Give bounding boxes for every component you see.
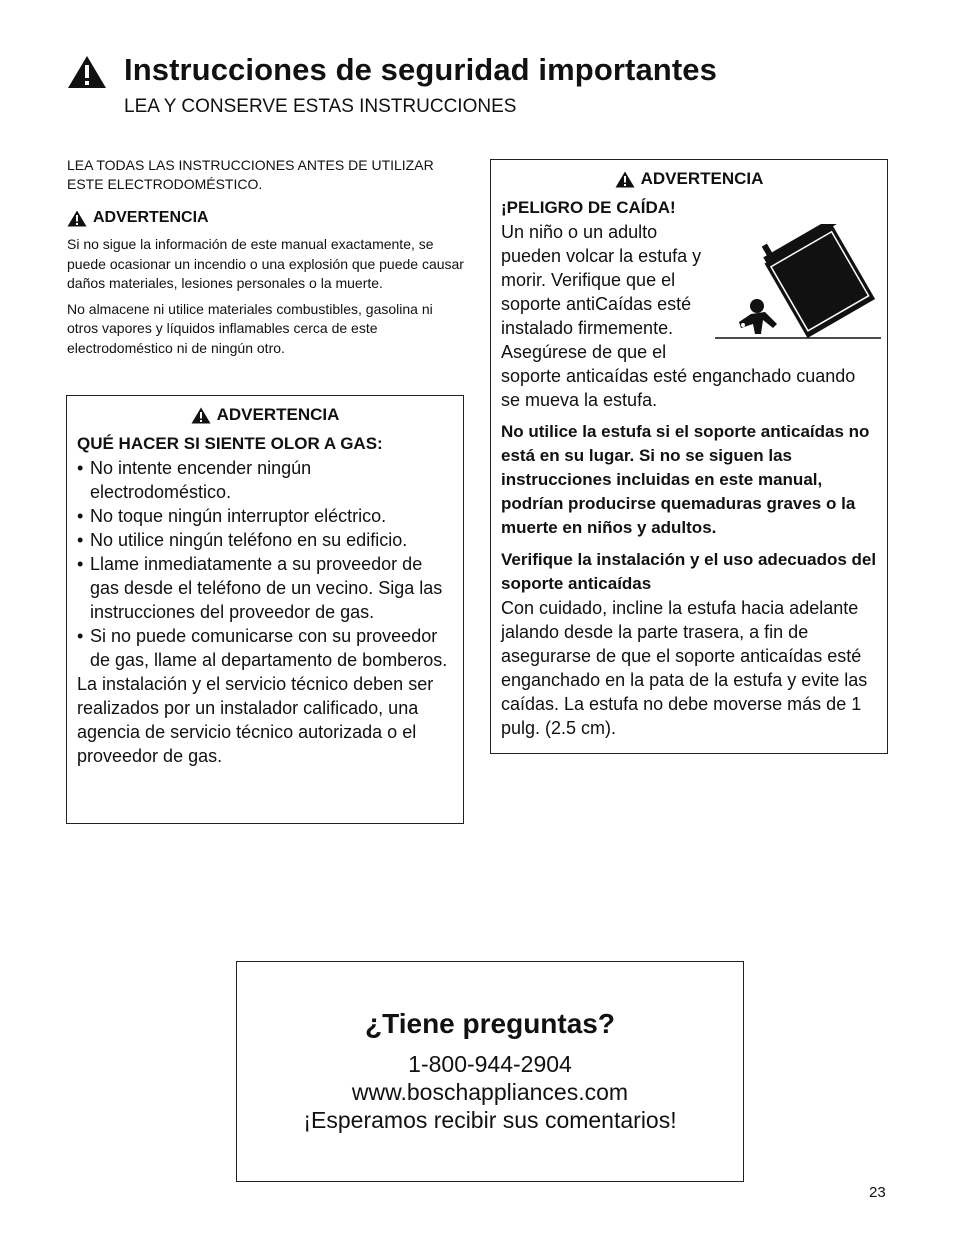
warning-heading — [67, 209, 467, 227]
gas-closing-text: La instalación y el servicio técnico deben ser realizados por un instalador calificado, una agencia de servicio técnico autorizada o el proveedor de gas. — [77, 674, 434, 766]
warning-label: ADVERTENCIA — [216, 405, 340, 424]
intro-text: LEA TODAS LAS INSTRUCCIONES ANTES DE UTILIZAR ESTE ELECTRODOMÉSTICO. — [67, 157, 434, 192]
warning-label: ADVERTENCIA — [640, 169, 764, 188]
page-number: 23 — [869, 1184, 886, 1201]
questions-box — [236, 961, 744, 1182]
warning-triangle-icon — [67, 55, 107, 89]
fall-check-heading: Verifique la instalación y el uso adecuados del soporte anticaídas — [501, 550, 877, 593]
gas-heading: QUÉ HACER SI SIENTE OLOR A GAS: — [77, 434, 383, 453]
box-warning-title — [77, 404, 453, 426]
phone-number: 1-800-944-2904 — [408, 1051, 572, 1077]
box-warning-title — [501, 168, 877, 190]
questions-closing: ¡Esperamos recibir sus comentarios! — [303, 1107, 677, 1133]
warning-paragraph: Si no sigue la información de este manual exactamente, se puede ocasionar un incendio o una explosión que puede causar daños materiales, lesiones personales o la muerte. — [67, 236, 464, 291]
gas-bullet-list — [77, 456, 453, 672]
warning-triangle-icon — [191, 407, 211, 424]
list-item: • No intente encender ningún electrodoméstico. — [77, 456, 453, 504]
warning-label: ADVERTENCIA — [93, 209, 209, 226]
general-warning — [67, 209, 467, 358]
fall-check-paragraph: Con cuidado, incline la estufa hacia adelante jalando desde la parte trasera, a fin de asegurarse de que el soporte anticaídas esté enganchado en la pata de la estufa y evite las caídas. La estufa no debe moverse más de 1 pulg. (2.5 cm). — [501, 598, 868, 738]
gas-warning-box — [66, 395, 464, 824]
tip-over-warning-box — [490, 159, 888, 754]
fall-bold-paragraph: No utilice la estufa si el soporte anticaídas no está en su lugar. Si no se siguen las instrucciones incluidas en este manual, podrían producirse quemaduras graves o la muerte en niños y adultos. — [501, 422, 870, 537]
page-subtitle: LEA Y CONSERVE ESTAS INSTRUCCIONES — [124, 96, 517, 117]
tip-over-illustration — [715, 224, 883, 344]
warning-triangle-icon — [615, 171, 635, 188]
questions-title: ¿Tiene preguntas? — [365, 1008, 615, 1039]
fall-heading: ¡PELIGRO DE CAÍDA! — [501, 198, 676, 217]
fall-paragraph: Un niño o un adulto pueden volcar la estufa y morir. Verifique que el soporte antiCaídas esté instalado firmemente. Asegúrese de que el soporte anticaídas esté enganchado cuando se mueva la estufa. — [501, 222, 856, 410]
list-item: • Llame inmediatamente a su proveedor de gas desde el teléfono de un vecino. Siga las instrucciones del proveedor de gas. — [77, 552, 453, 624]
website-link[interactable]: www.boschappliances.com — [351, 1079, 629, 1105]
list-item: • No utilice ningún teléfono en su edificio. — [77, 528, 453, 552]
list-item: • Si no puede comunicarse con su proveedor de gas, llame al departamento de bomberos. — [77, 624, 453, 672]
page-title: Instrucciones de seguridad importantes — [124, 52, 717, 87]
warning-triangle-icon — [67, 210, 87, 227]
list-item: • No toque ningún interruptor eléctrico. — [77, 504, 453, 528]
warning-paragraph: No almacene ni utilice materiales combustibles, gasolina ni otros vapores y líquidos inflamables cerca de este electrodoméstico ni de ningún otro. — [67, 300, 433, 356]
